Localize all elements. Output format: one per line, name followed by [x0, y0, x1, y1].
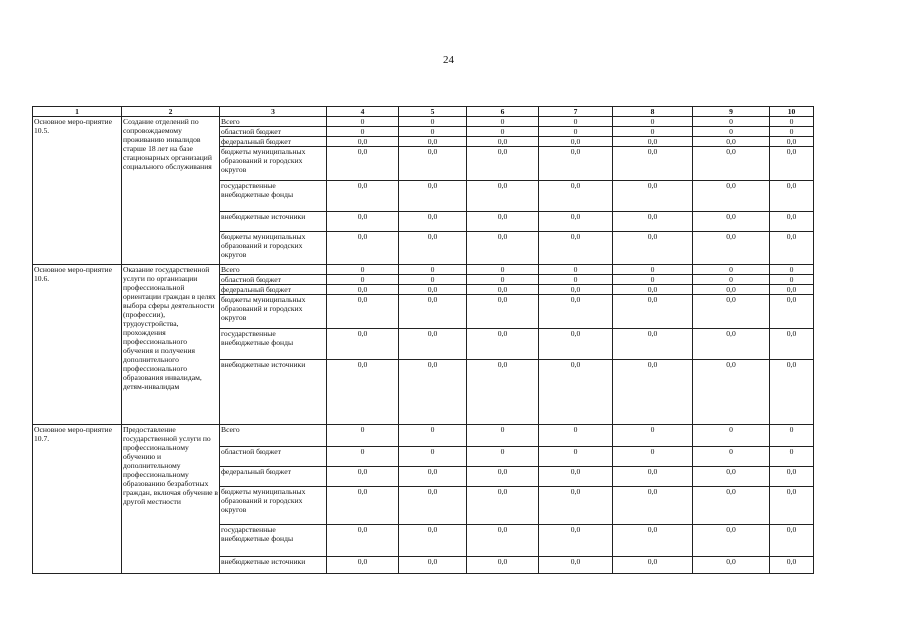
- column-header: 2: [122, 107, 220, 117]
- value-cell: 0,0: [613, 295, 693, 329]
- value-cell: 0,0: [467, 360, 539, 425]
- value-cell: 0: [467, 447, 539, 467]
- funding-source-cell: бюджеты муниципальных образований и городских округов: [220, 487, 327, 525]
- value-cell: 0,0: [327, 525, 399, 557]
- value-cell: 0,0: [467, 285, 539, 295]
- value-cell: 0,0: [539, 360, 613, 425]
- value-cell: 0: [467, 425, 539, 447]
- value-cell: 0,0: [327, 467, 399, 487]
- funding-source-cell: федеральный бюджет: [220, 467, 327, 487]
- value-cell: 0,0: [613, 212, 693, 232]
- value-cell: 0,0: [539, 285, 613, 295]
- value-cell: 0: [613, 265, 693, 275]
- value-cell: 0,0: [613, 232, 693, 265]
- value-cell: 0: [399, 117, 467, 127]
- value-cell: 0,0: [399, 137, 467, 147]
- funding-source-cell: внебюджетные источники: [220, 212, 327, 232]
- column-header: 10: [770, 107, 814, 117]
- page-number: 24: [443, 54, 454, 66]
- event-cell: Основное меро-приятие 10.5.: [33, 117, 122, 265]
- value-cell: 0,0: [467, 557, 539, 574]
- value-cell: 0,0: [539, 487, 613, 525]
- description-cell: Создание отделений по сопровождаемому проживанию инвалидов старше 18 лет на базе стационарных организаций социального обслуживания: [122, 117, 220, 265]
- value-cell: 0,0: [399, 525, 467, 557]
- value-cell: 0,0: [467, 147, 539, 181]
- value-cell: 0,0: [399, 329, 467, 360]
- value-cell: 0,0: [770, 487, 814, 525]
- value-cell: 0,0: [327, 285, 399, 295]
- value-cell: 0: [399, 265, 467, 275]
- value-cell: 0,0: [693, 232, 770, 265]
- table-row: [33, 117, 814, 127]
- funding-source-cell: государственные внебюджетные фонды: [220, 525, 327, 557]
- value-cell: 0: [327, 275, 399, 285]
- value-cell: 0: [693, 275, 770, 285]
- value-cell: 0,0: [539, 212, 613, 232]
- column-header: 1: [33, 107, 122, 117]
- value-cell: 0,0: [613, 181, 693, 212]
- header-row: [33, 107, 814, 117]
- value-cell: 0: [613, 275, 693, 285]
- value-cell: 0: [327, 127, 399, 137]
- value-cell: 0,0: [613, 329, 693, 360]
- value-cell: 0: [613, 127, 693, 137]
- value-cell: 0,0: [770, 285, 814, 295]
- value-cell: 0: [539, 275, 613, 285]
- value-cell: 0,0: [693, 137, 770, 147]
- value-cell: 0,0: [327, 232, 399, 265]
- value-cell: 0: [693, 127, 770, 137]
- value-cell: 0,0: [467, 329, 539, 360]
- value-cell: 0: [467, 265, 539, 275]
- value-cell: 0,0: [613, 525, 693, 557]
- value-cell: 0,0: [399, 147, 467, 181]
- value-cell: 0,0: [399, 181, 467, 212]
- value-cell: 0,0: [770, 147, 814, 181]
- column-header: 6: [467, 107, 539, 117]
- value-cell: 0: [467, 127, 539, 137]
- value-cell: 0,0: [539, 467, 613, 487]
- value-cell: 0,0: [693, 525, 770, 557]
- value-cell: 0,0: [467, 181, 539, 212]
- value-cell: 0,0: [693, 557, 770, 574]
- funding-source-cell: федеральный бюджет: [220, 137, 327, 147]
- value-cell: 0: [770, 447, 814, 467]
- value-cell: 0,0: [467, 525, 539, 557]
- value-cell: 0: [770, 117, 814, 127]
- value-cell: 0: [399, 425, 467, 447]
- value-cell: 0: [539, 127, 613, 137]
- value-cell: 0: [693, 265, 770, 275]
- funding-source-cell: областной бюджет: [220, 275, 327, 285]
- value-cell: 0: [539, 425, 613, 447]
- value-cell: 0,0: [613, 147, 693, 181]
- table-row: [33, 265, 814, 275]
- description-cell: Оказание государственной услуги по организации профессиональной ориентации граждан в целях выбора сферы деятельности (профессии), трудоустройства, прохождения профессионального обучения и получения дополнительного профессионального образования инвалидам, детям-инвалидам: [122, 265, 220, 425]
- value-cell: 0,0: [613, 360, 693, 425]
- value-cell: 0,0: [770, 181, 814, 212]
- value-cell: 0: [539, 117, 613, 127]
- value-cell: 0,0: [770, 295, 814, 329]
- funding-source-cell: федеральный бюджет: [220, 285, 327, 295]
- value-cell: 0: [770, 265, 814, 275]
- value-cell: 0,0: [399, 285, 467, 295]
- value-cell: 0,0: [539, 329, 613, 360]
- value-cell: 0,0: [327, 212, 399, 232]
- table-row: [33, 425, 814, 447]
- value-cell: 0,0: [693, 181, 770, 212]
- value-cell: 0: [467, 275, 539, 285]
- value-cell: 0,0: [399, 360, 467, 425]
- value-cell: 0: [770, 425, 814, 447]
- value-cell: 0: [770, 275, 814, 285]
- funding-source-cell: государственные внебюджетные фонды: [220, 329, 327, 360]
- value-cell: 0: [327, 265, 399, 275]
- value-cell: 0,0: [539, 137, 613, 147]
- value-cell: 0: [327, 425, 399, 447]
- funding-source-cell: внебюджетные источники: [220, 557, 327, 574]
- value-cell: 0,0: [327, 295, 399, 329]
- value-cell: 0: [467, 117, 539, 127]
- budget-table: [32, 106, 814, 574]
- funding-source-cell: государственные внебюджетные фонды: [220, 181, 327, 212]
- value-cell: 0,0: [693, 329, 770, 360]
- value-cell: 0,0: [770, 232, 814, 265]
- value-cell: 0,0: [539, 232, 613, 265]
- value-cell: 0,0: [399, 295, 467, 329]
- value-cell: 0,0: [467, 487, 539, 525]
- value-cell: 0,0: [693, 212, 770, 232]
- funding-source-cell: Всего: [220, 265, 327, 275]
- value-cell: 0,0: [693, 360, 770, 425]
- funding-source-cell: областной бюджет: [220, 447, 327, 467]
- column-header: 9: [693, 107, 770, 117]
- value-cell: 0: [539, 265, 613, 275]
- value-cell: 0,0: [693, 147, 770, 181]
- value-cell: 0,0: [327, 147, 399, 181]
- value-cell: 0: [693, 425, 770, 447]
- column-header: 3: [220, 107, 327, 117]
- value-cell: 0,0: [539, 181, 613, 212]
- value-cell: 0,0: [399, 232, 467, 265]
- value-cell: 0: [539, 447, 613, 467]
- value-cell: 0,0: [693, 295, 770, 329]
- value-cell: 0,0: [613, 137, 693, 147]
- value-cell: 0: [613, 425, 693, 447]
- value-cell: 0,0: [693, 467, 770, 487]
- column-header: 5: [399, 107, 467, 117]
- value-cell: 0,0: [770, 329, 814, 360]
- value-cell: 0,0: [327, 181, 399, 212]
- value-cell: 0,0: [770, 360, 814, 425]
- funding-source-cell: областной бюджет: [220, 127, 327, 137]
- value-cell: 0,0: [399, 212, 467, 232]
- value-cell: 0,0: [327, 487, 399, 525]
- value-cell: 0: [693, 447, 770, 467]
- value-cell: 0,0: [693, 487, 770, 525]
- value-cell: 0,0: [467, 232, 539, 265]
- value-cell: 0,0: [327, 557, 399, 574]
- value-cell: 0,0: [770, 467, 814, 487]
- value-cell: 0: [399, 447, 467, 467]
- value-cell: 0,0: [399, 557, 467, 574]
- value-cell: 0,0: [399, 487, 467, 525]
- value-cell: 0,0: [539, 147, 613, 181]
- value-cell: 0,0: [327, 360, 399, 425]
- value-cell: 0,0: [467, 295, 539, 329]
- funding-source-cell: бюджеты муниципальных образований и городских округов: [220, 147, 327, 181]
- value-cell: 0,0: [467, 137, 539, 147]
- funding-source-cell: Всего: [220, 117, 327, 127]
- funding-source-cell: бюджеты муниципальных образований и городских округов: [220, 232, 327, 265]
- value-cell: 0,0: [770, 557, 814, 574]
- value-cell: 0: [399, 127, 467, 137]
- value-cell: 0,0: [613, 285, 693, 295]
- value-cell: 0: [327, 117, 399, 127]
- event-cell: Основное меро-приятие 10.6.: [33, 265, 122, 425]
- value-cell: 0,0: [539, 295, 613, 329]
- value-cell: 0,0: [539, 525, 613, 557]
- value-cell: 0,0: [613, 557, 693, 574]
- column-header: 8: [613, 107, 693, 117]
- value-cell: 0,0: [539, 557, 613, 574]
- funding-source-cell: бюджеты муниципальных образований и городских округов: [220, 295, 327, 329]
- event-cell: Основное меро-приятие 10.7.: [33, 425, 122, 574]
- value-cell: 0,0: [467, 212, 539, 232]
- value-cell: 0,0: [399, 467, 467, 487]
- column-header: 4: [327, 107, 399, 117]
- funding-source-cell: внебюджетные источники: [220, 360, 327, 425]
- value-cell: 0: [327, 447, 399, 467]
- value-cell: 0: [399, 275, 467, 285]
- value-cell: 0,0: [693, 285, 770, 295]
- value-cell: 0,0: [327, 329, 399, 360]
- value-cell: 0,0: [467, 467, 539, 487]
- value-cell: 0,0: [613, 467, 693, 487]
- value-cell: 0: [693, 117, 770, 127]
- value-cell: 0,0: [327, 137, 399, 147]
- value-cell: 0,0: [613, 487, 693, 525]
- value-cell: 0,0: [770, 525, 814, 557]
- value-cell: 0,0: [770, 137, 814, 147]
- description-cell: Предоставление государственной услуги по профессиональному обучению и дополнительному профессиональному образованию безработных граждан, включая обучение в другой местности: [122, 425, 220, 574]
- funding-source-cell: Всего: [220, 425, 327, 447]
- value-cell: 0: [613, 117, 693, 127]
- column-header: 7: [539, 107, 613, 117]
- value-cell: 0,0: [770, 212, 814, 232]
- value-cell: 0: [613, 447, 693, 467]
- value-cell: 0: [770, 127, 814, 137]
